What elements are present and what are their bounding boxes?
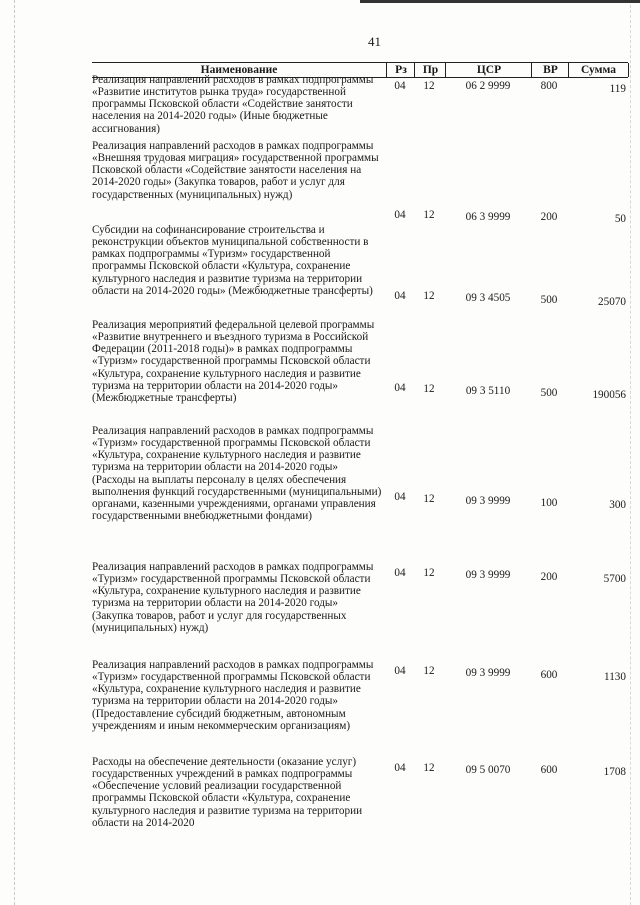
row-description: Реализация направлений расходов в рамках подпрограммы «Внешняя трудовая миграция» государственной программы Псковской области «Содействие занятости населения на 2014-2020 годы» (Закупка товаров, работ и услуг для государственных (муниципальных) нужд) [92,140,379,201]
row-vr: 600 [540,764,558,776]
row-vr: 800 [540,80,558,92]
row-vr: 100 [540,497,558,509]
row-vr: 500 [540,294,558,306]
header-sum: Сумма [568,63,629,77]
row-sum: 1130 [604,671,626,683]
row-rz: 04 [394,762,406,774]
row-vr: 200 [540,211,558,223]
row-description: Реализация направлений расходов в рамках подпрограммы «Туризм» государственной программы Псковской области «Культура, сохранение культурного наследия и развитие туризма на территории области на 2014-2020 годы» (Закупка товаров, работ и услуг для государственных (муниципальных) нужд) [92,561,374,634]
row-csr: 09 5 0070 [465,764,511,776]
header-rz: Рз [386,63,415,77]
header-csr: ЦСР [445,63,532,77]
row-rz: 04 [394,567,406,579]
row-pr: 12 [423,80,435,92]
header-name: Наименование [200,64,278,76]
row-vr: 200 [540,571,558,583]
row-csr: 09 3 9999 [465,495,511,507]
row-csr: 06 2 9999 [465,80,511,92]
row-csr: 06 3 9999 [465,211,511,223]
header-pr: Пр [414,63,446,77]
row-csr: 09 3 4505 [465,292,511,304]
row-sum: 300 [609,499,626,511]
row-rz: 04 [394,209,406,221]
row-pr: 12 [423,762,435,774]
row-description: Субсидии на софинансирование строительства и реконструкции объектов муниципальной собственности в рамках подпрограммы «Туризм» государственной программы Псковской области «Культура, сохранение культурного наследия и развитие туризма на территории области на 2014-2020 годы» (Межбюджетные трансферты) [92,224,373,297]
row-sum: 5700 [603,573,626,585]
row-rz: 04 [394,290,406,302]
row-sum: 119 [609,83,626,95]
row-vr: 600 [540,669,558,681]
row-rz: 04 [394,382,406,394]
page-number: 41 [368,34,381,49]
row-description: Реализация направлений расходов в рамках подпрограммы «Развитие институтов рынка труда» государственной программы Псковской области «Содействие занятости населения на 2014-2020 годы» (Иные бюджетные ассигнования) [92,74,374,135]
row-pr: 12 [423,290,435,302]
row-csr: 09 3 9999 [465,569,511,581]
row-sum: 50 [614,213,626,225]
row-sum: 190056 [592,389,626,401]
row-description: Реализация направлений расходов в рамках подпрограммы «Туризм» государственной программы Псковской области «Культура, сохранение культурного наследия и развитие туризма на территории области на 2014-2020 годы» (Предоставление субсидий бюджетным, автономным учреждениям и иным некоммерческим организациям) [92,659,374,732]
row-sum: 25070 [598,296,626,308]
top-rule [360,0,640,3]
row-pr: 12 [423,665,435,677]
row-pr: 12 [423,567,435,579]
row-rz: 04 [394,665,406,677]
scan-edge-right [630,0,632,905]
row-description: Расходы на обеспечение деятельности (оказание услуг) государственных учреждений в рамках подпрограммы «Обеспечение условий реализации государственной программы Псковской области «Культура, сохранение культурного наследия и развитие туризма на территории области на 2014-2020 [92,756,363,829]
row-rz: 04 [394,491,406,503]
row-pr: 12 [423,493,435,505]
row-pr: 12 [423,209,435,221]
header-vr: ВР [531,63,569,77]
row-csr: 09 3 9999 [465,667,511,679]
row-pr: 12 [423,383,435,395]
row-description: Реализация направлений расходов в рамках подпрограммы «Туризм» государственной программы Псковской области «Культура, сохранение культурного наследия и развитие туризма на территории области на 2014-2020 годы» (Расходы на выплаты персоналу в целях обеспечения выполнения функций государственными (муниципальными) органами, казенными учреждениями, органами управления государственными внебюджетными фондами) [92,425,382,523]
row-vr: 500 [540,387,558,399]
scan-edge-left [14,0,16,905]
budget-table [92,62,628,829]
row-sum: 1708 [603,766,626,778]
row-csr: 09 3 5110 [465,385,511,397]
row-description: Реализация мероприятий федеральной целевой программы «Развитие внутреннего и въездного туризма в Российской Федерации (2011-2018 годы)» в рамках подпрограммы «Туризм» государственной программы Псковской области «Культура, сохранение культурного наследия и развитие туризма на территории области на 2014-2020 годы» (Межбюджетные трансферты) [92,319,375,404]
row-rz: 04 [394,80,406,92]
